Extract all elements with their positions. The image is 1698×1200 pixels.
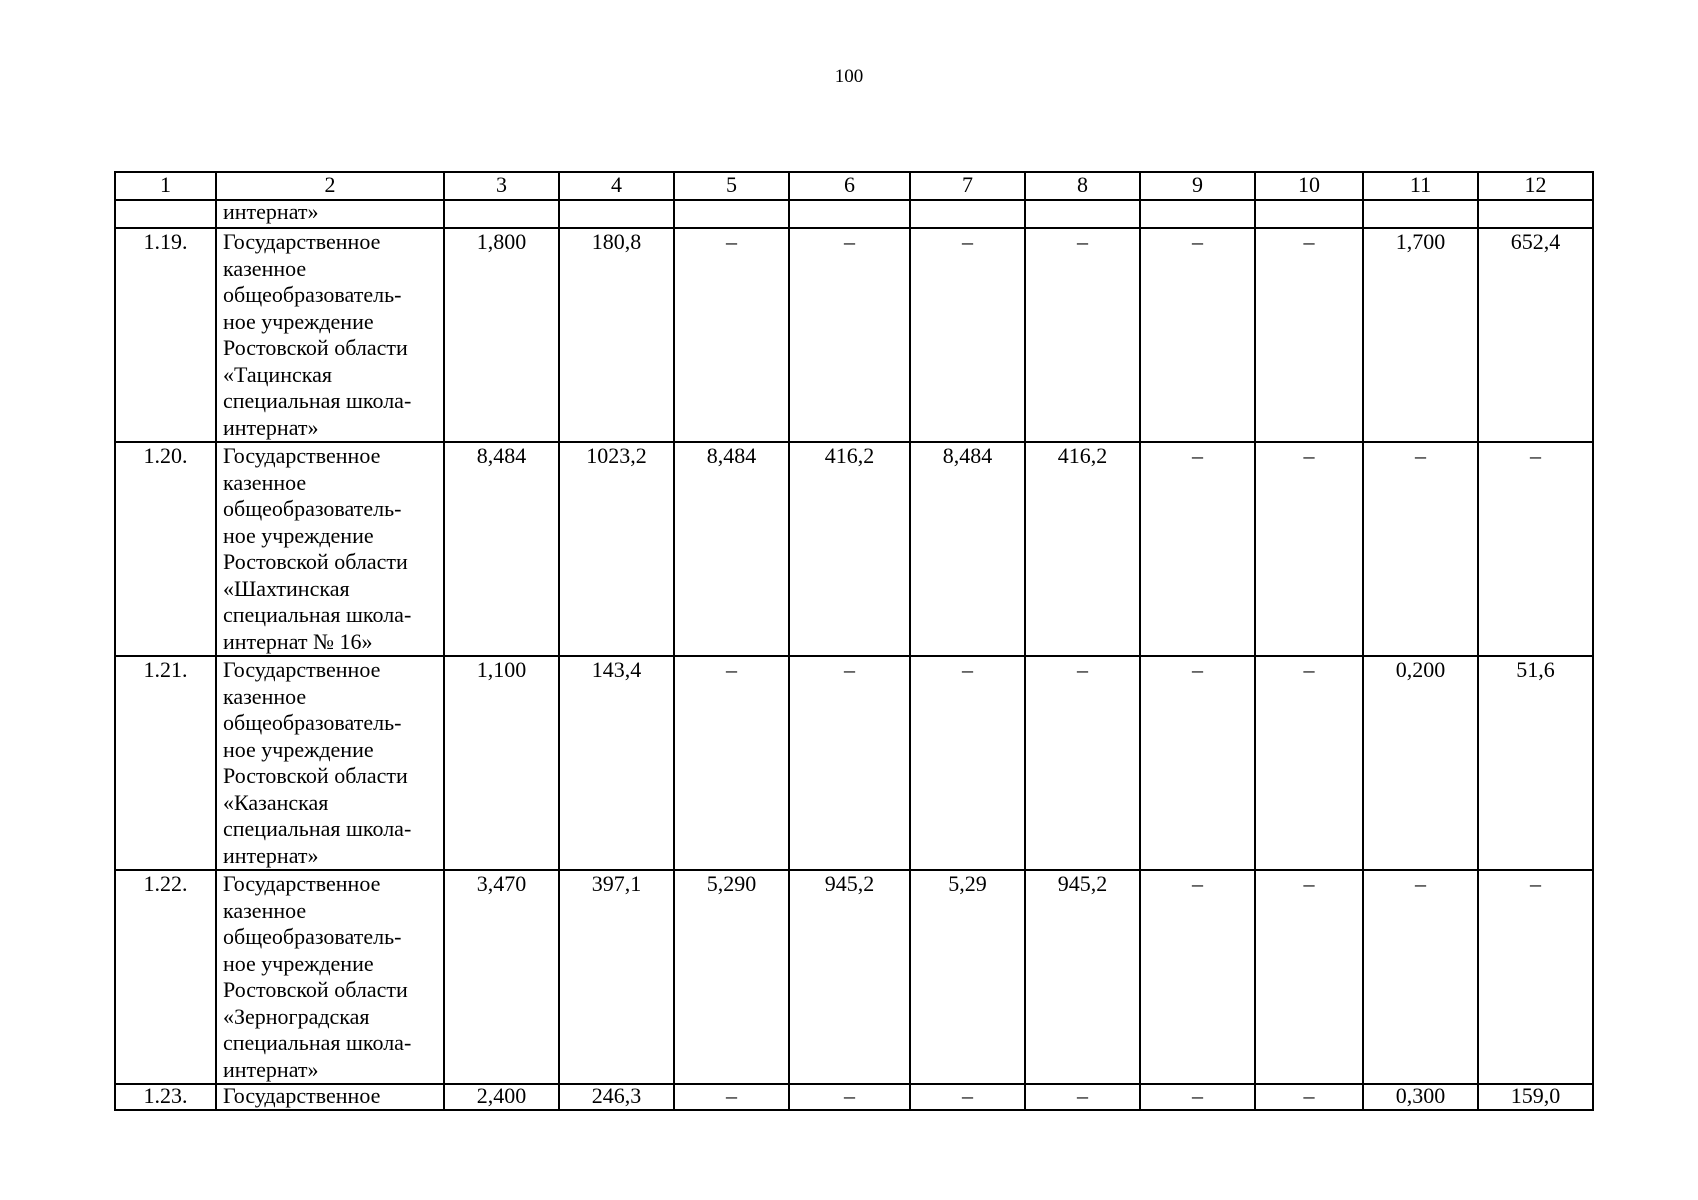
name-line: ное учреждение	[223, 736, 374, 762]
value-cell: 246,3	[559, 1084, 674, 1110]
value-cell: –	[789, 1084, 910, 1110]
value-cell: 945,2	[789, 870, 910, 1084]
name-line: казенное	[223, 683, 307, 709]
column-header: 1	[115, 172, 216, 200]
value-cell: 8,484	[910, 442, 1025, 656]
value-cell: –	[1478, 870, 1593, 1084]
value-cell: 1,800	[444, 228, 559, 442]
name-line: интернат»	[223, 1056, 319, 1082]
table-row	[115, 656, 1593, 870]
value-cell: –	[910, 656, 1025, 870]
row-number: 1.20.	[115, 442, 216, 656]
row-number: 1.22.	[115, 870, 216, 1084]
value-cell: –	[910, 1084, 1025, 1110]
value-cell: –	[1255, 228, 1363, 442]
value-cell: 143,4	[559, 656, 674, 870]
value-cell: 1023,2	[559, 442, 674, 656]
name-line: Государственное	[223, 657, 381, 682]
value-cell: –	[1025, 1084, 1140, 1110]
value-cell: –	[1140, 870, 1255, 1084]
name-line: специальная школа-	[223, 388, 412, 413]
table-row	[115, 870, 1593, 1084]
name-line: Ростовской области	[223, 335, 408, 360]
name-line: интернат»	[223, 842, 319, 868]
institution-name	[216, 656, 444, 870]
table-cell	[444, 200, 559, 228]
name-line: ное учреждение	[223, 308, 374, 334]
value-cell: –	[1255, 656, 1363, 870]
name-line: интернат»	[223, 414, 319, 440]
data-table	[114, 171, 1594, 1111]
name-line: казенное	[223, 469, 307, 495]
value-cell: –	[910, 228, 1025, 442]
name-line: ное учреждение	[223, 950, 374, 976]
table-row	[115, 1084, 1593, 1110]
table-cell	[1363, 200, 1478, 228]
name-line: Государственное	[223, 1084, 381, 1108]
value-cell: 8,484	[444, 442, 559, 656]
name-line: казенное	[223, 897, 307, 923]
value-cell: –	[1140, 1084, 1255, 1110]
name-line: специальная школа-	[223, 1030, 412, 1055]
value-cell: –	[1025, 228, 1140, 442]
value-cell: 8,484	[674, 442, 789, 656]
name-line: Ростовской области	[223, 549, 408, 574]
table-cell	[1025, 200, 1140, 228]
name-line: специальная школа-	[223, 602, 412, 627]
value-cell: –	[1478, 442, 1593, 656]
name-line: казенное	[223, 255, 307, 281]
table-cell	[674, 200, 789, 228]
row-number: 1.19.	[115, 228, 216, 442]
name-cell: интернат»	[216, 200, 444, 228]
name-line: специальная школа-	[223, 816, 412, 841]
institution-name	[216, 228, 444, 442]
value-cell: –	[1255, 1084, 1363, 1110]
table-cell	[559, 200, 674, 228]
column-header: 12	[1478, 172, 1593, 200]
column-header: 2	[216, 172, 444, 200]
name-line: общеобразователь-	[223, 282, 402, 307]
value-cell: 51,6	[1478, 656, 1593, 870]
name-line: ное учреждение	[223, 522, 374, 548]
table-body	[115, 172, 1593, 1110]
value-cell: –	[789, 228, 910, 442]
value-cell: 416,2	[1025, 442, 1140, 656]
name-line: Государственное	[223, 229, 381, 254]
table-cell	[1140, 200, 1255, 228]
name-line: общеобразователь-	[223, 710, 402, 735]
column-header: 7	[910, 172, 1025, 200]
value-cell: 0,300	[1363, 1084, 1478, 1110]
name-line: «Тацинская	[223, 361, 332, 387]
name-line: общеобразователь-	[223, 924, 402, 949]
value-cell: –	[1255, 870, 1363, 1084]
value-cell: –	[1025, 656, 1140, 870]
value-cell: 2,400	[444, 1084, 559, 1110]
table-cell	[1255, 200, 1363, 228]
name-line: «Шахтинская	[223, 575, 350, 601]
column-header: 6	[789, 172, 910, 200]
value-cell: 5,290	[674, 870, 789, 1084]
table-row	[115, 228, 1593, 442]
column-header: 10	[1255, 172, 1363, 200]
name-line: «Казанская	[223, 789, 329, 815]
row-number: 1.21.	[115, 656, 216, 870]
column-header: 4	[559, 172, 674, 200]
name-line: «Зерноградская	[223, 1003, 370, 1029]
column-header: 5	[674, 172, 789, 200]
value-cell: 3,470	[444, 870, 559, 1084]
value-cell: –	[1363, 442, 1478, 656]
value-cell: –	[1140, 442, 1255, 656]
value-cell: 652,4	[1478, 228, 1593, 442]
value-cell: –	[1140, 228, 1255, 442]
name-line: Ростовской области	[223, 763, 408, 788]
value-cell: –	[1140, 656, 1255, 870]
column-header: 8	[1025, 172, 1140, 200]
institution-name	[216, 442, 444, 656]
value-cell: 1,700	[1363, 228, 1478, 442]
value-cell: –	[1363, 870, 1478, 1084]
name-line: Государственное	[223, 443, 381, 468]
institution-name	[216, 870, 444, 1084]
continuation-row	[115, 200, 1593, 228]
column-header: 9	[1140, 172, 1255, 200]
header-row	[115, 172, 1593, 200]
value-cell: 416,2	[789, 442, 910, 656]
column-header: 11	[1363, 172, 1478, 200]
institution-name	[216, 1084, 444, 1110]
column-header: 3	[444, 172, 559, 200]
value-cell: 159,0	[1478, 1084, 1593, 1110]
value-cell: 180,8	[559, 228, 674, 442]
value-cell: –	[674, 656, 789, 870]
value-cell: –	[674, 228, 789, 442]
page-number: 100	[834, 66, 864, 87]
name-line: Ростовской области	[223, 977, 408, 1002]
row-number: 1.23.	[115, 1084, 216, 1110]
table-cell	[115, 200, 216, 228]
value-cell: 5,29	[910, 870, 1025, 1084]
value-cell: 1,100	[444, 656, 559, 870]
value-cell: 397,1	[559, 870, 674, 1084]
table-cell	[1478, 200, 1593, 228]
name-line: общеобразователь-	[223, 496, 402, 521]
name-line: Государственное	[223, 871, 381, 896]
table-cell	[910, 200, 1025, 228]
table-row	[115, 442, 1593, 656]
table-cell	[789, 200, 910, 228]
name-line: интернат № 16»	[223, 628, 373, 654]
value-cell: –	[789, 656, 910, 870]
value-cell: –	[1255, 442, 1363, 656]
value-cell: –	[674, 1084, 789, 1110]
value-cell: 945,2	[1025, 870, 1140, 1084]
value-cell: 0,200	[1363, 656, 1478, 870]
